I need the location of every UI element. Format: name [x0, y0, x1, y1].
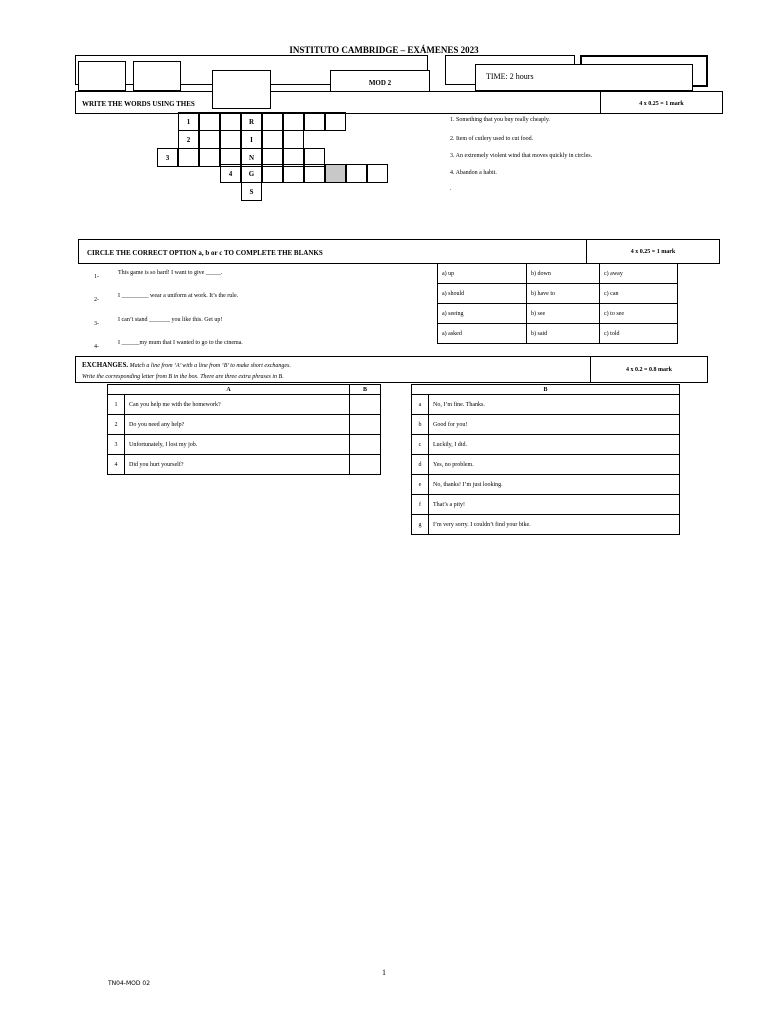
- row-text: Good for you!: [429, 415, 680, 435]
- crossword-cell[interactable]: [325, 112, 346, 131]
- section3-instruction-line1: Match a line from ‘A’ with a line from ‘B’ to make short exchanges.: [129, 363, 291, 369]
- row-letter: f: [412, 495, 429, 515]
- column-a-header: A: [108, 385, 350, 395]
- section3-instruction: [82, 361, 291, 369]
- crossword-cell[interactable]: [262, 112, 283, 131]
- table-row: [412, 455, 680, 475]
- table-row: [412, 435, 680, 455]
- row-text: Luckily, I did.: [429, 435, 680, 455]
- option-b[interactable]: b) down: [527, 264, 600, 284]
- question-text: I ______my mum that I wanted to go to the cinema.: [118, 340, 243, 346]
- table-row: [412, 415, 680, 435]
- crossword-cell[interactable]: [304, 164, 325, 183]
- page-number: 1: [382, 968, 386, 977]
- table-row: [412, 395, 680, 415]
- section1-marks: 4 x 0.25 = 1 mark: [639, 101, 684, 107]
- crossword-cell[interactable]: [199, 148, 220, 167]
- row-text: Do you need any help?: [125, 415, 350, 435]
- crossword-cell[interactable]: [304, 112, 325, 131]
- options-table: [437, 263, 678, 344]
- table-row: [438, 284, 678, 304]
- crossword-shaded-cell[interactable]: [325, 164, 346, 183]
- section2-marks: 4 x 0.25 = 1 mark: [630, 249, 676, 255]
- row-text: No, thanks! I’m just looking.: [429, 475, 680, 495]
- row-text: Can you help me with the homework?: [125, 395, 350, 415]
- crossword-cell[interactable]: [199, 112, 220, 131]
- row-letter: b: [412, 415, 429, 435]
- crossword-key-letter: N: [241, 148, 262, 167]
- row-letter: c: [412, 435, 429, 455]
- overlay-box: [212, 70, 271, 109]
- crossword-cell[interactable]: [283, 112, 304, 131]
- crossword-number-3: 3: [157, 148, 178, 167]
- clue-3: 3. An extremely violent wind that moves quickly in circles.: [450, 153, 593, 159]
- section3-instruction-line2: Write the corresponding letter from B in the box. There are three extra phrases in B.: [82, 374, 284, 380]
- clue-2: 2. Item of cutlery used to cut food.: [450, 136, 534, 142]
- option-c[interactable]: c) to see: [600, 304, 678, 324]
- table-row: [412, 495, 680, 515]
- table-row: [412, 475, 680, 495]
- row-text: I’m very sorry. I couldn’t find your bike.: [429, 515, 680, 535]
- question-text: I _________ wear a uniform at work. It’s the rule.: [118, 293, 239, 299]
- crossword-number-4: 4: [220, 164, 241, 183]
- row-text: Unfortunately, I lost my job.: [125, 435, 350, 455]
- table-row: [412, 515, 680, 535]
- table-row: [108, 455, 381, 475]
- crossword-cell[interactable]: [283, 130, 304, 149]
- crossword-key-letter: G: [241, 164, 262, 183]
- row-text: No, I’m fine. Thanks.: [429, 395, 680, 415]
- exchange-table-a: [107, 384, 381, 475]
- option-a[interactable]: a) should: [438, 284, 527, 304]
- column-b-header: B: [350, 385, 381, 395]
- option-b[interactable]: b) said: [527, 324, 600, 344]
- table-row: [438, 264, 678, 284]
- table-row: [438, 304, 678, 324]
- answer-box[interactable]: [350, 455, 381, 475]
- crossword-key-letter: S: [241, 182, 262, 201]
- exchange-table-b: [411, 384, 680, 535]
- table-row: [108, 435, 381, 455]
- option-c[interactable]: c) told: [600, 324, 678, 344]
- clue-5: .: [450, 186, 452, 192]
- option-a[interactable]: a) seeing: [438, 304, 527, 324]
- answer-box[interactable]: [350, 395, 381, 415]
- crossword-key-letter: I: [241, 130, 262, 149]
- question-text: This game is so hard! I want to give _____.: [118, 270, 223, 276]
- row-number: 3: [108, 435, 125, 455]
- option-c[interactable]: c) away: [600, 264, 678, 284]
- question-number: 3-: [94, 321, 99, 327]
- row-letter: d: [412, 455, 429, 475]
- question-text: I can’t stand _______ you like this. Get up!: [118, 317, 223, 323]
- group-box[interactable]: [133, 61, 181, 91]
- section3-title: EXCHANGES.: [82, 361, 129, 369]
- table-row: [108, 395, 381, 415]
- option-c[interactable]: c) can: [600, 284, 678, 304]
- crossword-cell[interactable]: [220, 130, 241, 149]
- option-a[interactable]: a) up: [438, 264, 527, 284]
- row-text: That’s a pity!: [429, 495, 680, 515]
- name-box[interactable]: [78, 61, 126, 91]
- row-text: Yes, no problem.: [429, 455, 680, 475]
- module-label: MOD 2: [368, 79, 392, 87]
- crossword-cell[interactable]: [178, 148, 199, 167]
- clue-1: 1. Something that you buy really cheaply.: [450, 117, 550, 123]
- crossword-cell[interactable]: [262, 130, 283, 149]
- table-row: [438, 324, 678, 344]
- question-number: 2-: [94, 297, 99, 303]
- table-header: [412, 385, 680, 395]
- table-row: [108, 415, 381, 435]
- option-a[interactable]: a) asked: [438, 324, 527, 344]
- column-b2-header: B: [412, 385, 680, 395]
- crossword-number-2: 2: [178, 130, 199, 149]
- crossword-cell[interactable]: [367, 164, 388, 183]
- time-label: TIME: 2 hours: [486, 72, 534, 81]
- crossword-cell[interactable]: [220, 112, 241, 131]
- question-number: 1-: [94, 274, 99, 280]
- section1-instruction: WRITE THE WORDS USING THES: [82, 100, 195, 108]
- crossword-key-letter: R: [241, 112, 262, 131]
- answer-box[interactable]: [350, 415, 381, 435]
- row-letter: g: [412, 515, 429, 535]
- row-number: 2: [108, 415, 125, 435]
- document-code: TN04-MOD 02: [108, 980, 151, 987]
- clue-4: 4. Abandon a habit.: [450, 170, 497, 176]
- row-number: 1: [108, 395, 125, 415]
- row-text: Did you hurt yourself?: [125, 455, 350, 475]
- option-b[interactable]: b) see: [527, 304, 600, 324]
- row-letter: e: [412, 475, 429, 495]
- question-number: 4-: [94, 344, 99, 350]
- crossword-cell[interactable]: [199, 130, 220, 149]
- row-letter: a: [412, 395, 429, 415]
- page-title: INSTITUTO CAMBRIDGE – EXÁMENES 2023: [289, 45, 479, 55]
- crossword-number-1: 1: [178, 112, 199, 131]
- row-number: 4: [108, 455, 125, 475]
- table-header: [108, 385, 381, 395]
- crossword-cell[interactable]: [262, 164, 283, 183]
- section2-instruction: CIRCLE THE CORRECT OPTION a, b or c TO COMPLETE THE BLANKS: [87, 249, 323, 257]
- crossword-cell[interactable]: [346, 164, 367, 183]
- crossword-cell[interactable]: [283, 164, 304, 183]
- answer-box[interactable]: [350, 435, 381, 455]
- option-b[interactable]: b) have to: [527, 284, 600, 304]
- section3-marks: 4 x 0.2 = 0.8 mark: [626, 367, 672, 373]
